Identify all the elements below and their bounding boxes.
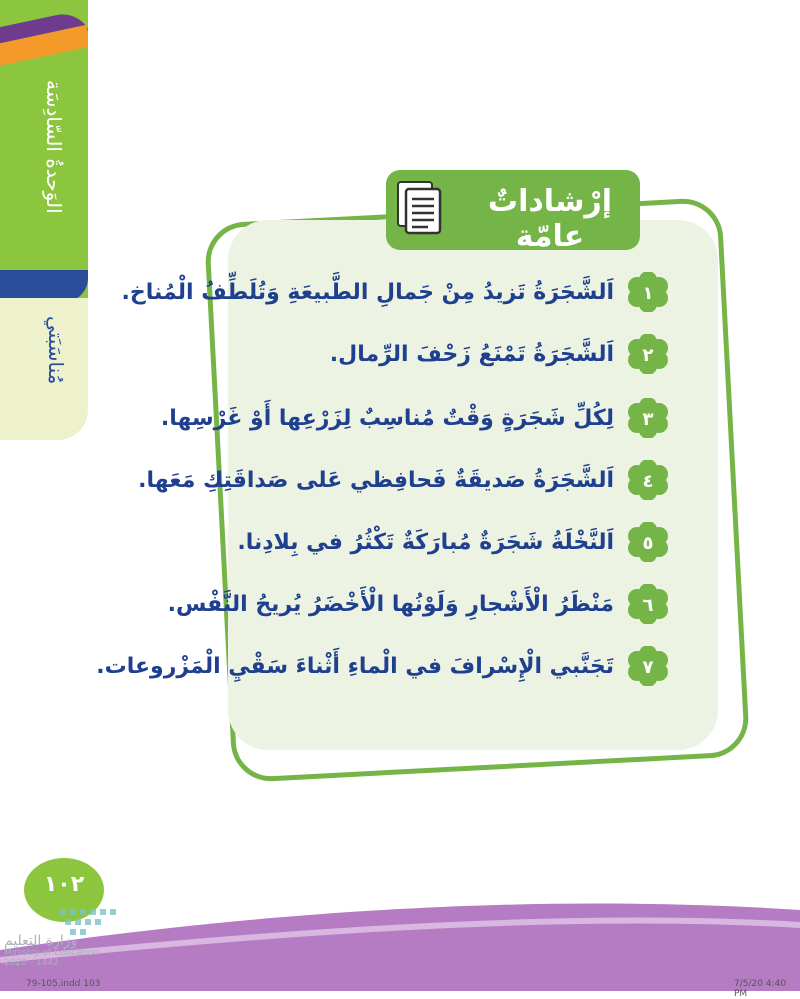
flower-number-icon xyxy=(628,272,668,312)
ministry-caption xyxy=(4,948,99,968)
guideline-item xyxy=(96,646,668,686)
flower-number-icon xyxy=(628,460,668,500)
svg-text:وزارة التعليم: وزارة التعليم xyxy=(4,933,78,949)
guideline-item xyxy=(138,460,668,500)
footer-wave xyxy=(0,880,800,991)
guideline-item xyxy=(122,272,668,312)
guideline-item xyxy=(237,522,668,562)
item-number: ٦ xyxy=(642,595,654,616)
unit-side-tab xyxy=(0,0,88,440)
guideline-text: اَلنَّخْلَةُ شَجَرَةٌ مُبارَكَةٌ تَكْثُرُ في بِلادِنا. xyxy=(237,529,614,555)
guideline-item xyxy=(330,334,668,374)
guideline-text: اَلشَّجَرَةُ تَمْنَعُ زَحْفَ الرِّمال. xyxy=(329,341,614,367)
guideline-text: اَلشَّجَرَةُ تَزيدُ مِنْ جَمالِ الطَّبيعَةِ وَتُلَطِّفُ الْمُناخ. xyxy=(121,279,614,305)
guideline-item xyxy=(168,584,668,624)
unit-title: الوَحدةُ السّادِسَة xyxy=(42,80,66,214)
item-number: ٤ xyxy=(642,471,654,492)
flower-number-icon xyxy=(628,398,668,438)
flower-number-icon xyxy=(628,584,668,624)
item-number: ٥ xyxy=(642,533,654,554)
page-number: ١٠٢ xyxy=(43,872,85,897)
flower-number-icon xyxy=(628,522,668,562)
item-number: ٢ xyxy=(642,345,654,366)
ministry-year: 2020 - 1442 xyxy=(4,958,59,968)
print-slug-left: 79-105.indd 103 xyxy=(26,979,101,989)
flower-number-icon xyxy=(628,334,668,374)
item-number: ٣ xyxy=(642,409,654,430)
section-title: مُناسَبَتي xyxy=(44,316,68,385)
flower-number-icon xyxy=(628,646,668,686)
ministry-english: Ministry of Education xyxy=(4,948,99,958)
guideline-text: لِكُلِّ شَجَرَةٍ وَقْتٌ مُناسِبٌ لِزَرْعِها أَوْ غَرْسِها. xyxy=(160,405,614,431)
guideline-item xyxy=(161,398,668,438)
item-number: ١ xyxy=(642,283,654,304)
guideline-text: تَجَنَّبي الْإِسْرافَ في الْماءِ أَثْناءَ سَقْيِ الْمَزْروعات. xyxy=(96,653,614,679)
guideline-text: اَلشَّجَرَةُ صَديقَةٌ فَحافِظي عَلى صَداقَتِكِ مَعَها. xyxy=(138,467,614,493)
print-slug-right: 7/5/20 4:40 PM xyxy=(734,979,787,999)
guideline-text: مَنْظَرُ الْأَشْجارِ وَلَوْنُها الْأَخْضَرُ يُريحُ النَّفْس. xyxy=(167,591,614,617)
document-icon xyxy=(396,180,444,236)
card-title: إرْشاداتٌ عامّة xyxy=(487,184,613,254)
item-number: ٧ xyxy=(642,657,654,678)
